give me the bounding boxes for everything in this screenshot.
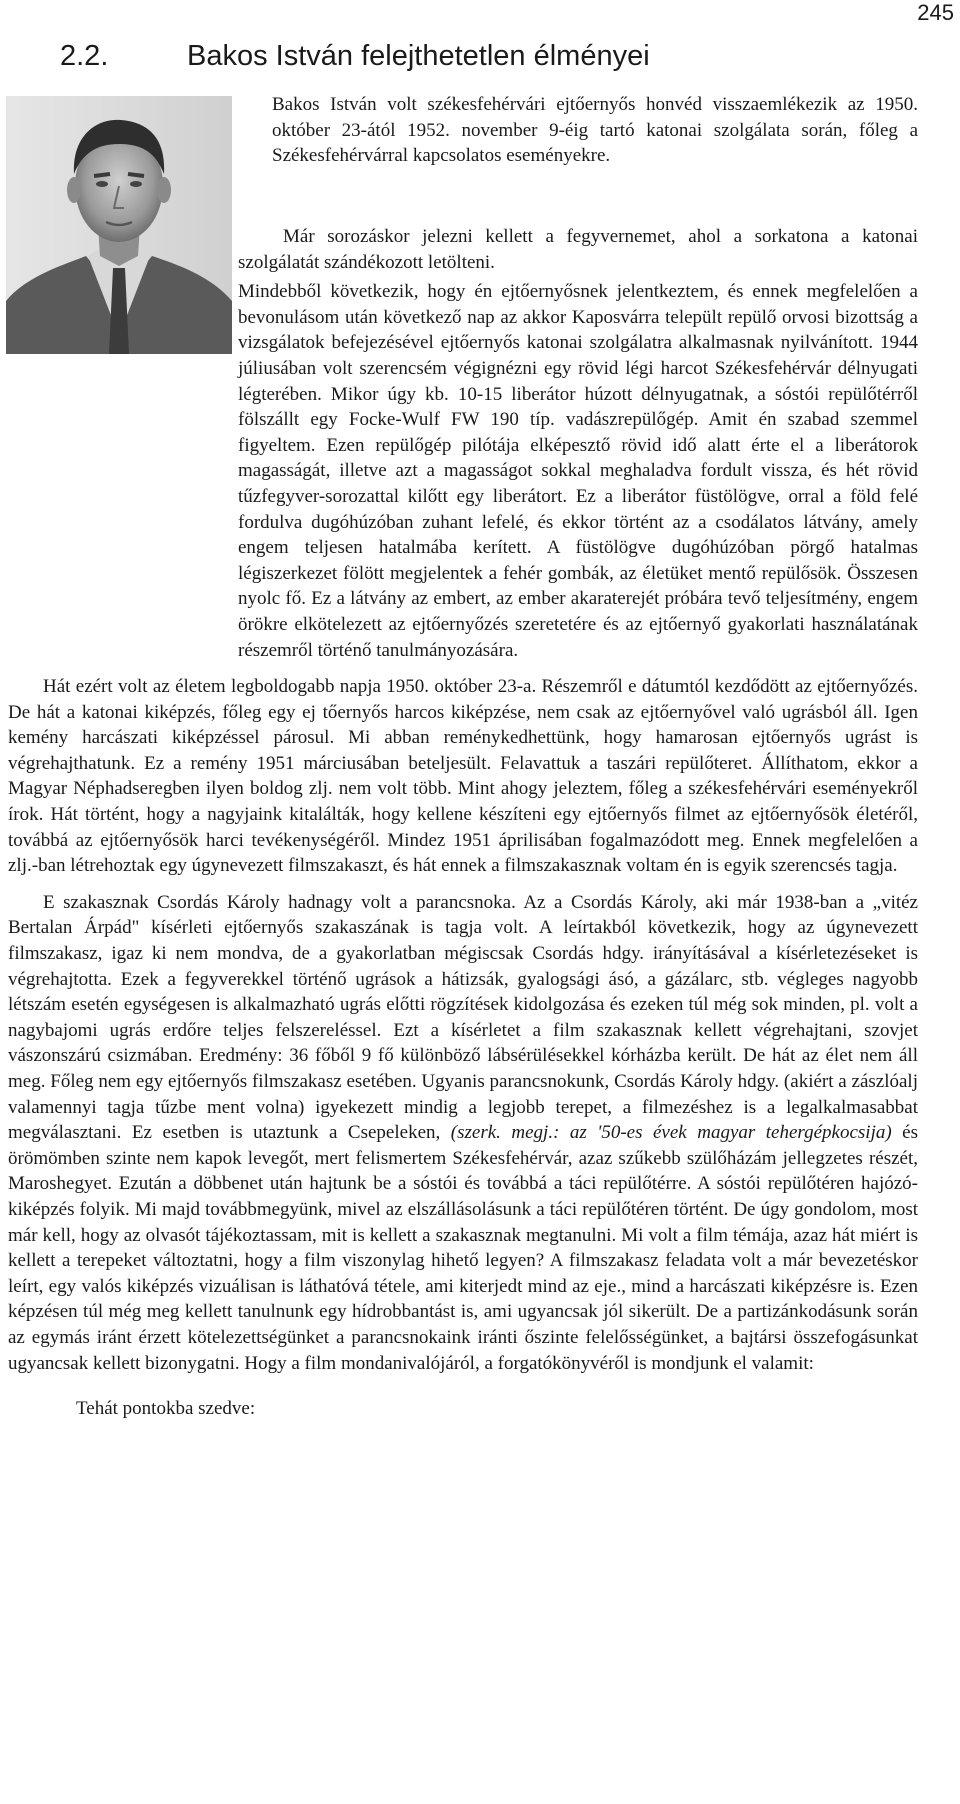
section-number: 2.2. [60,40,109,72]
section-title: Bakos István felejthetetlen élményei [187,40,650,72]
list-intro: Tehát pontokba szedve: [76,1398,256,1420]
section-heading [60,40,650,73]
paragraph-4-text-a: E szakasznak Csordás Károly hadnagy volt a parancsnoka. Az a Csordás Károly, aki már 1938-ban a „vitéz Bertalan Árpád" kísérleti ejtőernyős szakaszának is tagja volt. A leírtakból következik, hogy az úgynevezett filmszakasz, igaz ki nem mondva, de a gyakorlatban mégiscsak Csordás hdgy. irányításával a kísérletezéseket is végrehajtotta. Ezek a fegyverekkel történő ugrások a hátizsák, gyalogsági ásó, a gázálarc, stb. végleges nagyobb létszám esetén egységesen is alkalmazható ugrás előtti rögzítések kidolgozása és ezeken túl még sok minden, pl. volt a nagybajomi ugrás erdőre teljes felszereléssel. Ezt a kísérletet a film szakasznak kellett végrehajtani, szovjet vászonszárú csizmában. Eredmény: 36 főből 9 fő különböző lábsérülésekkel kórházba került. De hát az élet nem áll meg. Főleg nem egy ejtőernyős filmszakasz esetében. Ugyanis parancsnokunk, Csordás Károly hdgy. (akiért a zászlóalj valamennyi tagja tűzbe ment volna) igyekezett mindig a legjobb terepet, a filmezéshez is a legalkalmasabbat megválasztani. Ez esetben is utaztunk a Csepeleken, [8,891,918,1144]
paragraph-4 [8,890,918,1376]
article-body [8,224,918,1422]
paragraph-4-text-b: és örömömben szinte nem kapok levegőt, mert felismertem Székesfehérvár, azaz szűkebb szülőházám jellegzetes részét, Maroshegyet. Ezután a döbbenet után hajtunk be a sóstói és továbbá a táci repülőtérre. A sóstói repülőtéren hajózó-kiképzés folyik. Mi majd továbbmegyünk, mivel az elszállásolásunk a táci repülőtéren történt. De úgy gondolom, most már kell, hogy az olvasót tájékoztassam, mit is kellett a szakasznak megtanulni. Mi volt a film témája, azaz hát miért is kellett a terepeket változtatni, hogy a film viszonylag hihető legyen? A filmszakasz feladata volt a már bevezetéskor leírt, egy valós kiképzés vizuálisan is láthatóvá tétele, ami kiterjedt mind az eje., mind a harcászati kiképzésre is. Ezen képzésen túl még meg kellett tanulnunk egy hídrobbantást is, ami ugyancsak jól sikerült. De a partizánkodásunk során az egymás iránt érzett kötelezettségünket a parancsnokaink iránti őszinte felelősségünket, a bajtársi összefogásunkat ugyancsak kellett bizonygatni. Hogy a film mondanivalójáról, a forgatókönyvéről is mondjunk el valamit: [8,1122,919,1374]
paragraph-1: Már sorozáskor jelezni kellett a fegyvernemet, ahol a sorkatona a katonai szolgálatát szándékozott letölteni. [238,226,918,273]
paragraph-3: Hát ezért volt az életem legboldogabb napja 1950. október 23-a. Részemről e dátumtól kezdődött az ejtőernyőzés. De hát a katonai kiképzés, főleg egy ej tőernyős harcos kiképzése, nem csak az ejtőernyővel való ugrásból áll. Igen kemény harcászati kiképzéssel párosul. Mi abban reménykedhettünk, hogy hamarosan ejtőernyős ugrást is végrehajthatunk. Ez a remény 1951 márciusában beteljesült. Felavattuk a taszári repülőteret. Állíthatom, ekkor a Magyar Néphadseregben ilyen boldog zlj. nem volt több. Mint ahogy jeleztem, főleg a székesfehérvári eseményekről írok. Hát történt, hogy a nagyjaink kitalálták, hogy kellene készíteni egy ejtőernyős filmet az ejtőernyősök életéről, továbbá az ejtőernyősök harci tevékenységéről. Mindez 1951 áprilisában fogalmazódott meg. Ennek megfelelően a zlj.-ban létrehoztak egy úgynevezett filmszakaszt, és hát ennek a filmszakasznak voltam én is egyik szerencsés tagja. [8,676,918,877]
editor-note: (szerk. megj.: az '50-es évek magyar tehergépkocsija) [450,1122,892,1144]
intro-paragraph: Bakos István volt székesfehérvári ejtőernyős honvéd visszaemlékezik az 1950. október 23-ától 1952. november 9-éig tartó katonai szolgálata során, főleg a Székesfehérvárral kapcsolatos eseményekre. [272,94,918,167]
paragraph-2: Mindebből következik, hogy én ejtőernyősnek jelentkeztem, és ennek megfelelően a bevonulásom után következő nap az akkor Kaposvárra települt repülő orvosi bizottság a vizsgálatok befejezésével ejtőernyős katonai szolgálatra alkalmasnak nyilvánított. 1944 júliusában volt szerencsém végignézni egy rövid légi harcot Székesfehérvár délnyugati légterében. Mikor úgy kb. 10-15 liberátor húzott délnyugatnak, a sóstói repülőtérről fölszállt egy Focke-Wulf FW 190 típ. vadászrepülőgép. Amit én szabad szemmel figyeltem. Ezen repülőgép pilótája elképesztő rövid idő alatt érte el a liberátorok magasságát, illetve azt a magasságot sokkal meghaladva fordult vissza, és hét rövid tűzfegyver-sorozattal kilőtt egy liberátort. Ez a liberátor füstölögve, orral a föld felé fordulva dugóhúzóban zuhant lefelé, és ekkor történt az a csodálatos látvány, amely engem teljesen hatalmába kerített. A füstölögve dugóhúzóban pörgő hatalmas légiszerkezet fölött megjelentek a fehér gombák, az életüket mentő repülősök. Összesen nyolc fő. Ez a látvány az embert, az ember akaraterejét próbára tevő teljesítmény, engem örökre elkötelezett az ejtőernyőzés szeretetére és az ejtőernyő gyakorlati használatának részemről történő tanulmányozására. [238,281,918,661]
page-number: 245 [917,0,954,25]
